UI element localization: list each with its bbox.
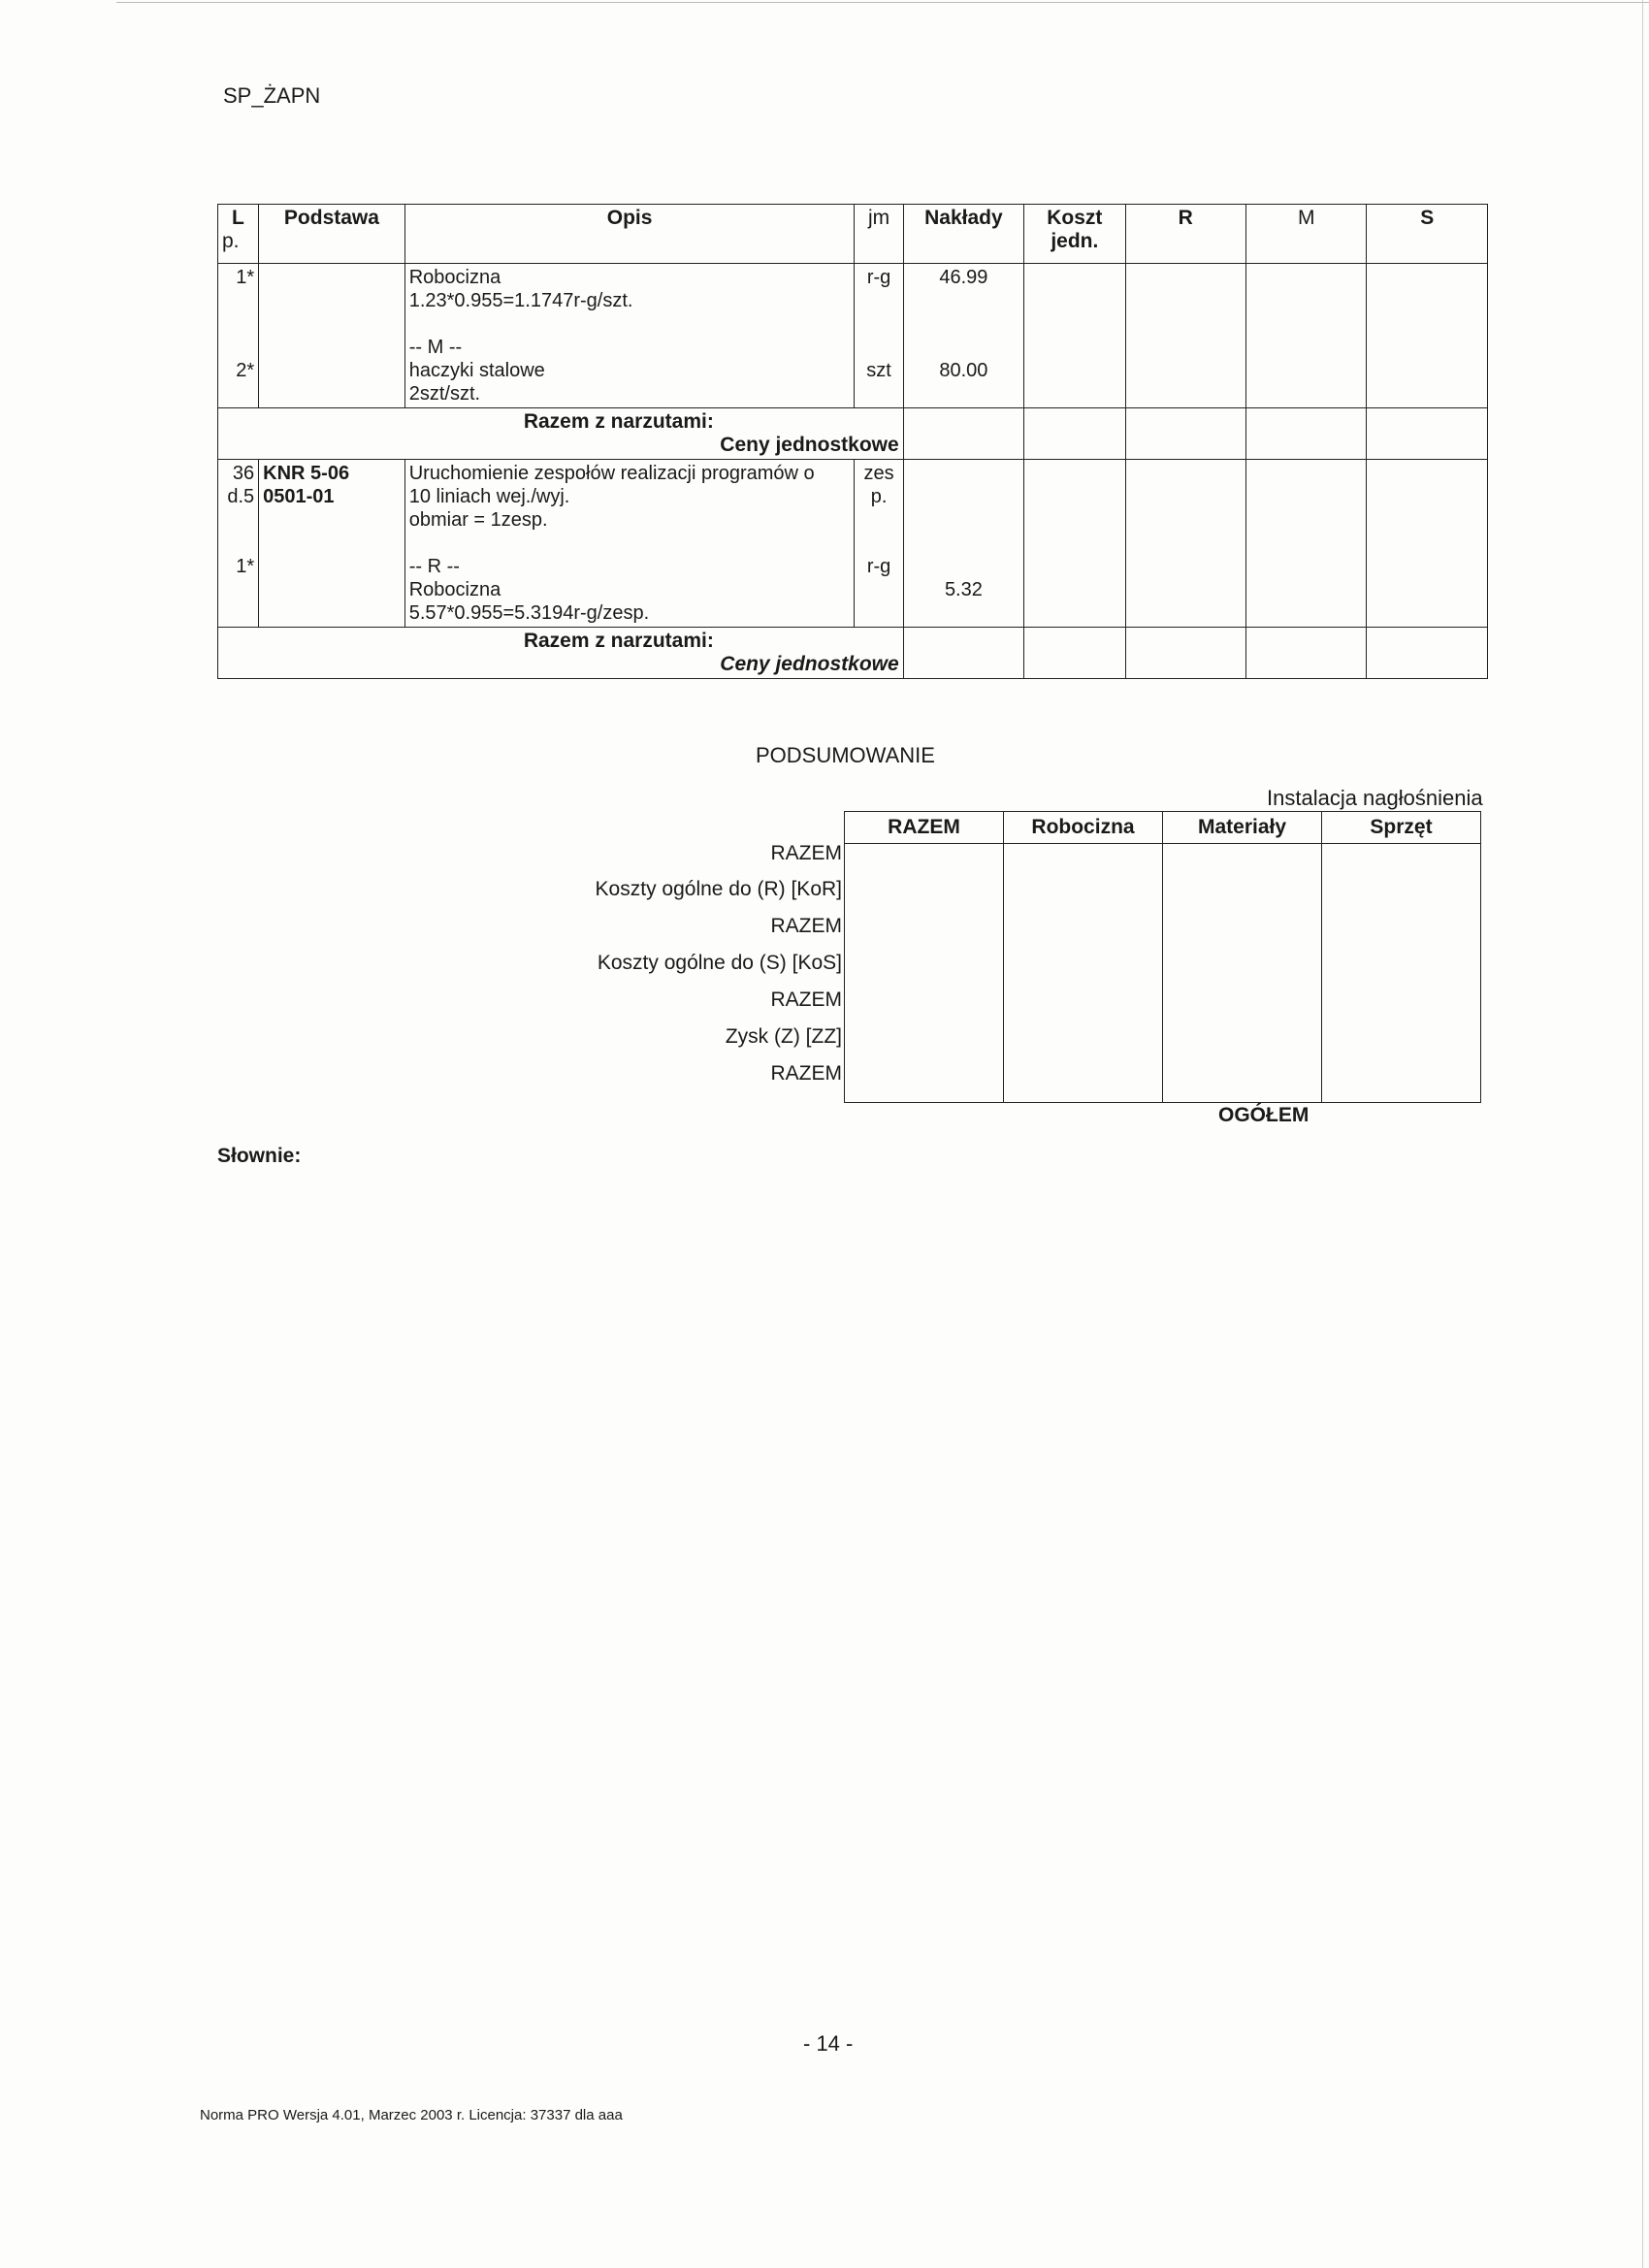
- table-row: [218, 460, 1488, 628]
- row1-r: [1125, 264, 1245, 408]
- col-m: M: [1246, 205, 1367, 264]
- summary-cell: [1004, 991, 1163, 1028]
- row2-opis-line1: haczyki stalowe: [408, 360, 545, 381]
- row1-opis: [404, 264, 855, 408]
- row1-naklady-value: 46.99: [939, 267, 988, 288]
- row36-naklady: [903, 460, 1023, 628]
- summary-cell: [1163, 918, 1322, 955]
- row1-opis-line2: 1.23*0.955=1.1747r-g/szt.: [408, 290, 633, 311]
- row36-lp: [218, 460, 259, 628]
- row36-opis-line3: obmiar = 1zesp.: [408, 509, 548, 531]
- scan-right-edge: [1642, 0, 1643, 2268]
- row36-opis-line2: 10 liniach wej./wyj.: [408, 486, 570, 507]
- col-koszt-line1: Koszt: [1047, 207, 1103, 229]
- row1-jm: [855, 264, 903, 408]
- summary-cell: [1322, 1065, 1481, 1103]
- summary-cell: [1322, 844, 1481, 882]
- summary-cell: [1004, 1065, 1163, 1103]
- row1-jm-value: r-g: [866, 267, 891, 288]
- row2-lp-value: 2*: [236, 360, 255, 381]
- row36-1-lp-value: 1*: [236, 556, 255, 577]
- summary-label-razem-4: RAZEM: [770, 1062, 842, 1085]
- summary-header-row: [845, 812, 1481, 844]
- col-lp-line2: p.: [222, 230, 240, 252]
- row1-lp: [218, 264, 259, 408]
- row36-s: [1367, 460, 1488, 628]
- summary-table: [844, 811, 1481, 1103]
- summary-cell: [1163, 844, 1322, 882]
- summary-cell: [1004, 844, 1163, 882]
- row36-jm: [855, 460, 903, 628]
- summary-row: [845, 991, 1481, 1028]
- sum2-koszt: [1024, 628, 1125, 679]
- summary-cell: [845, 881, 1004, 918]
- summary-cell: [845, 918, 1004, 955]
- summary-row: [845, 1065, 1481, 1103]
- row36-podstawa-line1: KNR 5-06: [263, 463, 350, 484]
- table-row: [218, 264, 1488, 408]
- row36-m: [1246, 460, 1367, 628]
- summary-row: [845, 918, 1481, 955]
- scan-top-edge: [116, 2, 1649, 3]
- sum2-s: [1367, 628, 1488, 679]
- summary-cell: [1322, 881, 1481, 918]
- row2-naklady-value: 80.00: [939, 360, 988, 381]
- sum1-koszt: [1024, 408, 1125, 460]
- summary-title: PODSUMOWANIE: [756, 743, 935, 767]
- summary-label-razem-3: RAZEM: [770, 988, 842, 1011]
- row36-jm-line1: zes: [863, 463, 894, 484]
- summary-cell: [1004, 918, 1163, 955]
- summary-row: [845, 1028, 1481, 1065]
- summary-row: [845, 844, 1481, 882]
- summary-row: [845, 881, 1481, 918]
- summary-label-zysk: Zysk (Z) [ZZ]: [725, 1025, 842, 1048]
- col-jm: jm: [855, 205, 903, 264]
- sum2-line1: Razem z narzutami:: [523, 630, 714, 652]
- summary-cell: [1322, 918, 1481, 955]
- slownie-label: Słownie:: [217, 1145, 302, 1167]
- row1-lp-value: 1*: [236, 267, 255, 288]
- row36-lp-line1: 36: [232, 463, 255, 484]
- summary-cell: [1004, 1028, 1163, 1065]
- col-naklady: Nakłady: [903, 205, 1023, 264]
- col-koszt-line2: jedn.: [1051, 230, 1099, 252]
- col-podstawa: Podstawa: [259, 205, 405, 264]
- row36-1-opis-line1: Robocizna: [408, 579, 501, 600]
- summary-col-robocizna: Robocizna: [1004, 812, 1163, 844]
- summary-cell: [1322, 955, 1481, 991]
- sum1-r: [1125, 408, 1245, 460]
- sum2-line2: Ceny jednostkowe: [720, 653, 899, 675]
- summary-label-razem-1: RAZEM: [770, 842, 842, 864]
- row36-jm-line2: p.: [870, 486, 888, 507]
- col-koszt: [1024, 205, 1125, 264]
- summary-cell: [1163, 1065, 1322, 1103]
- sum2-naklady: [903, 628, 1023, 679]
- row2-jm-value: szt: [866, 360, 891, 381]
- cost-estimate-table: [217, 204, 1488, 679]
- page-number: - 14 -: [803, 2031, 854, 2056]
- row1-opis-line1: Robocizna: [408, 267, 501, 288]
- col-opis: Opis: [404, 205, 855, 264]
- table-header-row: [218, 205, 1488, 264]
- summary-cell: [845, 844, 1004, 882]
- row1-s: [1367, 264, 1488, 408]
- row36-1-opis-line2: 5.57*0.955=5.3194r-g/zesp.: [408, 602, 650, 624]
- summary-total-label: OGÓŁEM: [1218, 1104, 1310, 1126]
- summary-section-name: Instalacja nagłośnienia: [1267, 786, 1483, 810]
- summary-cell: [845, 991, 1004, 1028]
- row36-opis-line1: Uruchomienie zespołów realizacji programów o: [408, 463, 815, 484]
- summary-label-kor: Koszty ogólne do (R) [KoR]: [595, 878, 842, 900]
- summary-col-materialy: Materiały: [1163, 812, 1322, 844]
- sum2-r: [1125, 628, 1245, 679]
- table-sum-row: [218, 628, 1488, 679]
- row36-opis: [404, 460, 855, 628]
- sum2-label: [218, 628, 904, 679]
- summary-cell: [845, 955, 1004, 991]
- summary-cell: [845, 1028, 1004, 1065]
- row36-r: [1125, 460, 1245, 628]
- summary-label-razem-2: RAZEM: [770, 915, 842, 937]
- col-s: S: [1367, 205, 1488, 264]
- summary-cell: [845, 1065, 1004, 1103]
- summary-cell: [1322, 1028, 1481, 1065]
- col-lp: [218, 205, 259, 264]
- sum1-label: [218, 408, 904, 460]
- summary-label-kos: Koszty ogólne do (S) [KoS]: [597, 952, 842, 974]
- row36-podstawa: [259, 460, 405, 628]
- row36-1-naklady-value: 5.32: [944, 579, 983, 600]
- summary-cell: [1163, 881, 1322, 918]
- row2-opis-line2: 2szt/szt.: [408, 383, 481, 405]
- summary-col-sprzet: Sprzęt: [1322, 812, 1481, 844]
- row1-m: [1246, 264, 1367, 408]
- summary-row: [845, 955, 1481, 991]
- summary-cell: [1004, 881, 1163, 918]
- sum1-m: [1246, 408, 1367, 460]
- summary-cell: [1322, 991, 1481, 1028]
- col-r: R: [1125, 205, 1245, 264]
- row36-lp-line2: d.5: [227, 486, 255, 507]
- col-lp-line1: L: [232, 207, 244, 229]
- row1-koszt: [1024, 264, 1125, 408]
- sum2-m: [1246, 628, 1367, 679]
- row1-podstawa: [259, 264, 405, 408]
- row36-1-opis-section: -- R --: [408, 556, 460, 577]
- sum1-naklady: [903, 408, 1023, 460]
- summary-col-razem: RAZEM: [845, 812, 1004, 844]
- document-header: SP_ŻAPN: [223, 83, 321, 108]
- row36-1-jm-value: r-g: [866, 556, 891, 577]
- summary-cell: [1163, 991, 1322, 1028]
- sum1-line1: Razem z narzutami:: [523, 410, 714, 433]
- summary-cell: [1163, 955, 1322, 991]
- footer-license: Norma PRO Wersja 4.01, Marzec 2003 r. Licencja: 37337 dla aaa: [200, 2107, 623, 2123]
- row36-koszt: [1024, 460, 1125, 628]
- summary-cell: [1004, 955, 1163, 991]
- table-sum-row: [218, 408, 1488, 460]
- row36-podstawa-line2: 0501-01: [263, 486, 335, 507]
- sum1-line2: Ceny jednostkowe: [720, 434, 899, 456]
- summary-cell: [1163, 1028, 1322, 1065]
- row1-naklady: [903, 264, 1023, 408]
- sum1-s: [1367, 408, 1488, 460]
- row2-opis-section: -- M --: [408, 337, 463, 358]
